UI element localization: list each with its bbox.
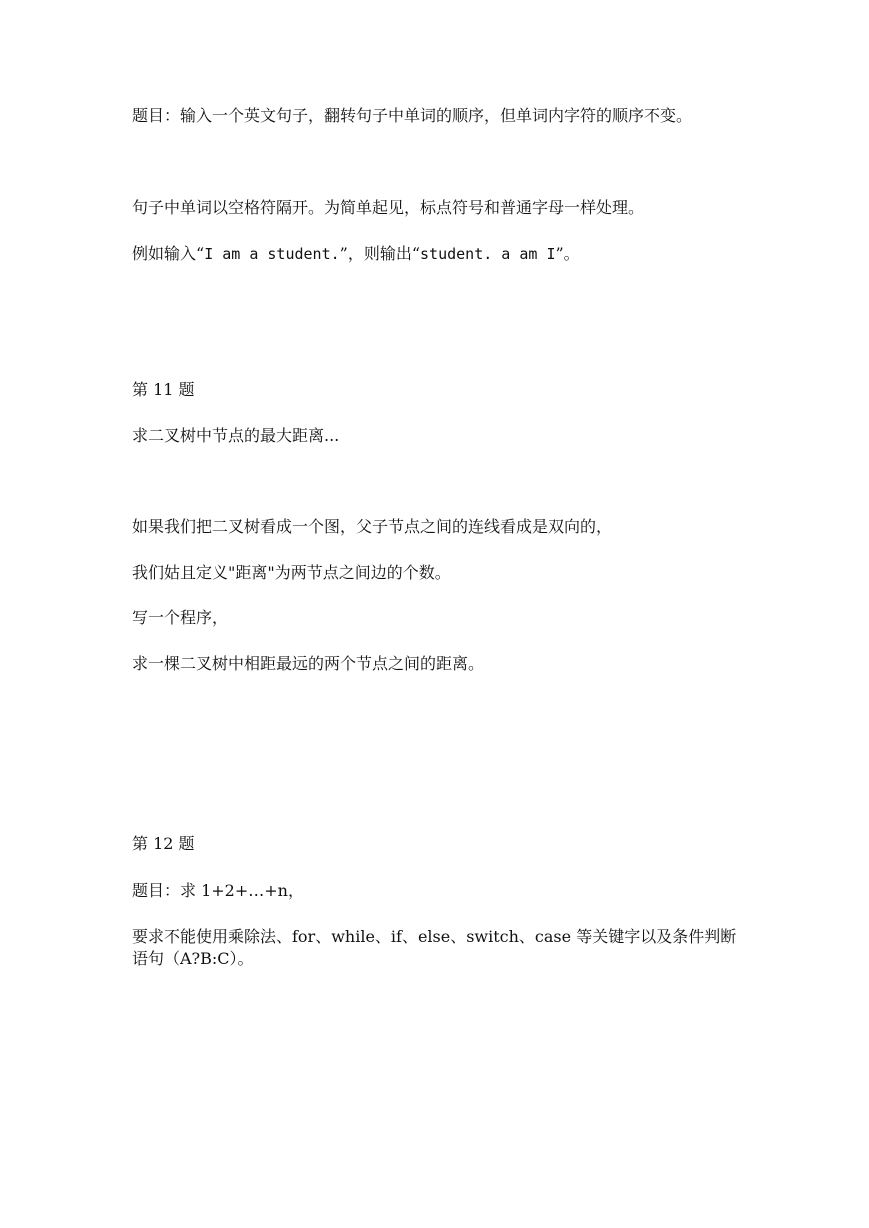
problem-11-summary: 求二叉树中节点的最大距离... <box>132 426 340 445</box>
example-mid: ”，则输出“ <box>339 244 421 263</box>
problem-11-description-4: 求一棵二叉树中相距最远的两个节点之间的距离。 <box>132 654 485 673</box>
example-input: I am a student. <box>204 245 340 263</box>
problem-10-example <box>132 243 580 265</box>
problem-11-description-2: 我们姑且定义"距离"为两节点之间边的个数。 <box>132 563 451 582</box>
example-output: student. a am I <box>420 245 556 263</box>
problem-12-statement: 题目：求 1+2+…+n， <box>132 881 304 900</box>
problem-11-title: 第 11 题 <box>132 380 195 399</box>
problem-12-title: 第 12 题 <box>132 834 195 853</box>
problem-10-statement: 题目：输入一个英文句子，翻转句子中单词的顺序，但单词内字符的顺序不变。 <box>132 106 693 125</box>
example-prefix: 例如输入“ <box>132 244 205 263</box>
problem-10-separator-rule: 句子中单词以空格符隔开。为简单起见，标点符号和普通字母一样处理。 <box>132 198 645 217</box>
problem-12-constraints: 要求不能使用乘除法、for、while、if、else、switch、case 等关键字以及条件判断语句（A?B:C）。 <box>132 927 737 968</box>
problem-11-description-3: 写一个程序， <box>132 608 229 627</box>
example-suffix: ”。 <box>555 244 580 263</box>
problem-11-description-1: 如果我们把二叉树看成一个图，父子节点之间的连线看成是双向的， <box>132 517 613 536</box>
